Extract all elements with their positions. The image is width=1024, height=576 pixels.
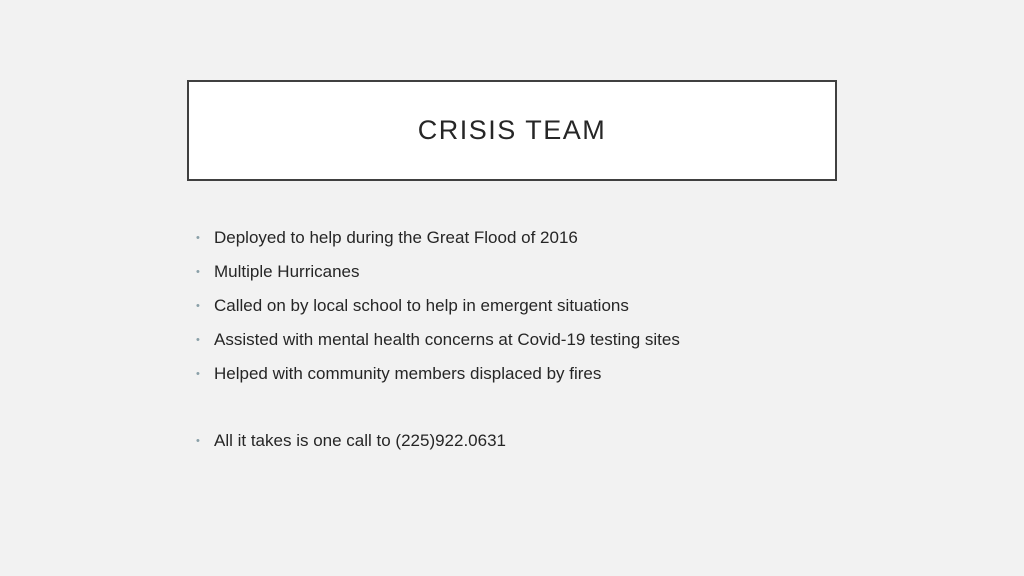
bullet-item — [196, 293, 916, 327]
bullet-text: Assisted with mental health concerns at Covid-19 testing sites — [214, 330, 680, 349]
bullet-item-contact — [196, 428, 916, 462]
contact-phone-text: All it takes is one call to (225)922.0631 — [214, 431, 507, 450]
bullet-dot-icon: • — [196, 232, 200, 244]
bullet-text: Called on by local school to help in emergent situations — [214, 296, 629, 315]
bullet-text: Multiple Hurricanes — [214, 262, 360, 281]
bullet-dot-icon: • — [196, 435, 200, 447]
title-box — [187, 80, 837, 181]
bullet-list — [196, 225, 916, 462]
bullet-text: Helped with community members displaced by fires — [214, 364, 602, 383]
slide-title: CRISIS TEAM — [417, 115, 607, 145]
bullet-dot-icon: • — [196, 266, 200, 278]
bullet-item — [196, 259, 916, 293]
bullet-text: Deployed to help during the Great Flood of 2016 — [214, 228, 578, 247]
bullet-item — [196, 225, 916, 259]
bullet-dot-icon: • — [196, 334, 200, 346]
bullet-item — [196, 327, 916, 361]
bullet-dot-icon: • — [196, 368, 200, 380]
bullet-dot-icon: • — [196, 300, 200, 312]
bullet-item — [196, 361, 916, 395]
